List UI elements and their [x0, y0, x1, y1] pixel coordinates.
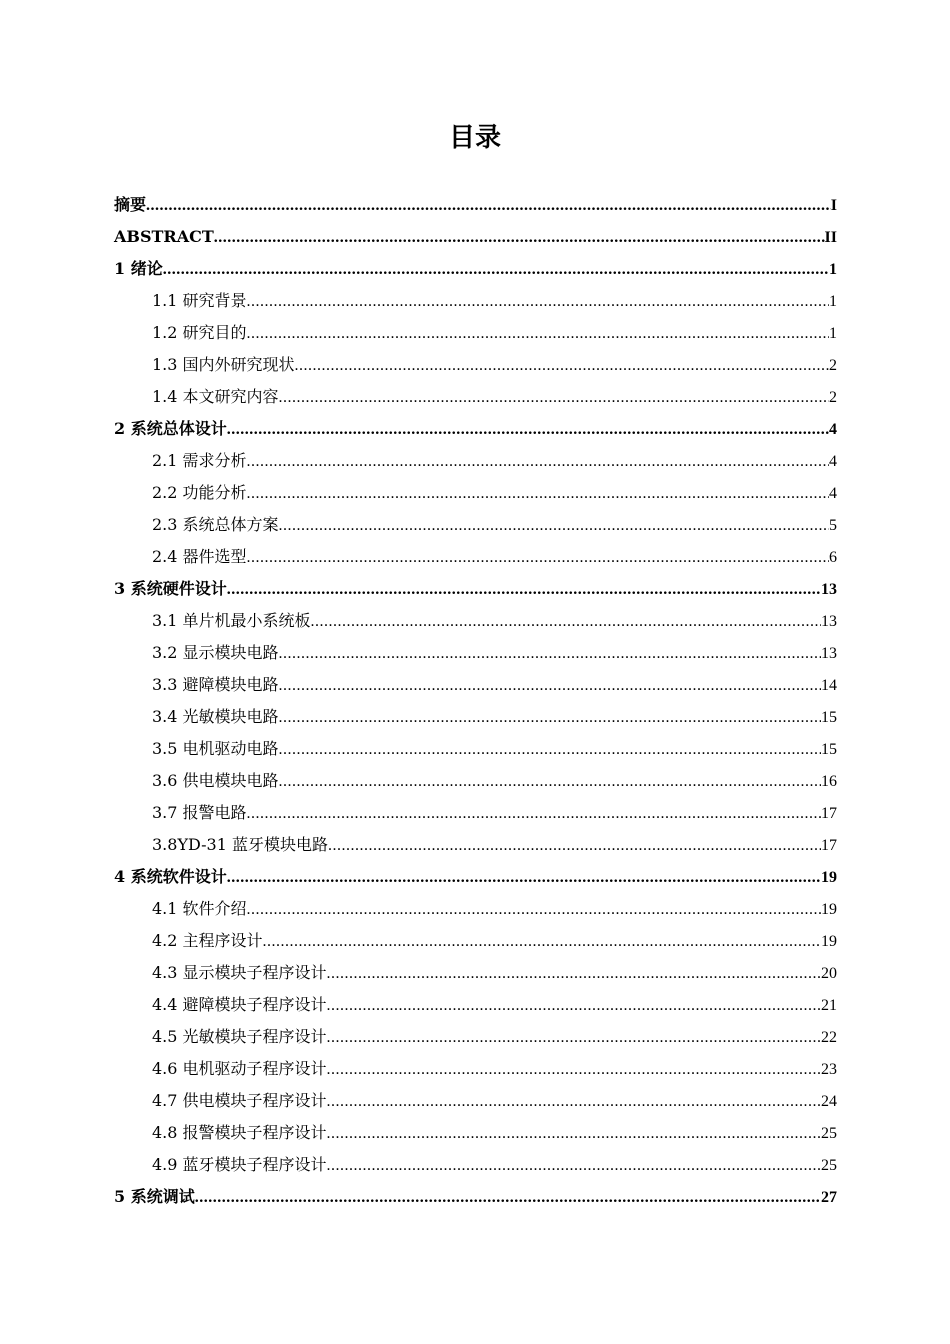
toc-dot-leader — [163, 254, 829, 286]
toc-entry[interactable] — [114, 317, 837, 349]
toc-entry-label: 1 绪论 — [114, 259, 163, 278]
toc-page-number: 13 — [821, 613, 837, 630]
toc-dot-leader — [279, 766, 821, 798]
toc-entry[interactable] — [114, 733, 837, 765]
toc-dot-leader — [328, 830, 821, 862]
toc-entry[interactable] — [114, 413, 837, 445]
toc-title: 目录 — [448, 123, 501, 153]
toc-dot-leader — [327, 990, 821, 1022]
toc-entry[interactable] — [114, 349, 837, 381]
toc-page-number: 27 — [821, 1189, 837, 1206]
toc-page-number: 20 — [821, 965, 837, 982]
toc-dot-leader — [227, 862, 821, 894]
toc-entry-label: 3.1 单片机最小系统板 — [152, 611, 311, 630]
toc-entry[interactable] — [114, 381, 837, 413]
toc-entry-label: 3.6 供电模块电路 — [152, 771, 279, 790]
toc-entry[interactable] — [114, 189, 837, 221]
toc-dot-leader — [279, 638, 821, 670]
toc-entry-label: 3.7 报警电路 — [152, 803, 247, 822]
toc-dot-leader — [311, 606, 821, 638]
toc-entry[interactable] — [114, 637, 837, 669]
toc-entry-label: 2.3 系统总体方案 — [152, 515, 279, 534]
toc-page-number: 1 — [829, 261, 837, 278]
toc-entry-label: 3.3 避障模块电路 — [152, 675, 279, 694]
toc-page-number: 19 — [821, 901, 837, 918]
toc-entry[interactable] — [114, 477, 837, 509]
toc-entry-label: 2.2 功能分析 — [152, 483, 247, 502]
toc-page-number: 25 — [821, 1125, 837, 1142]
toc-entry[interactable] — [114, 957, 837, 989]
toc-page-number: 24 — [821, 1093, 837, 1110]
toc-entry-label: 4 系统软件设计 — [114, 867, 227, 886]
toc-entry-label: 1.3 国内外研究现状 — [152, 355, 295, 374]
toc-dot-leader — [279, 670, 821, 702]
toc-entry[interactable] — [114, 1149, 837, 1181]
toc-dot-leader — [247, 446, 829, 478]
toc-page-number: 2 — [829, 389, 837, 406]
toc-dot-leader — [247, 318, 829, 350]
toc-dot-leader — [247, 478, 829, 510]
toc-entry-label: 4.3 显示模块子程序设计 — [152, 963, 327, 982]
toc-entry[interactable] — [114, 1117, 837, 1149]
toc-entry-label: 3.2 显示模块电路 — [152, 643, 279, 662]
toc-entry[interactable] — [114, 669, 837, 701]
toc-page-number: 15 — [821, 709, 837, 726]
toc-dot-leader — [327, 1022, 821, 1054]
toc-entry-label: ABSTRACT — [114, 227, 214, 246]
toc-page-number: 22 — [821, 1029, 837, 1046]
toc-dot-leader — [146, 190, 831, 222]
toc-entry-label: 4.8 报警模块子程序设计 — [152, 1123, 327, 1142]
toc-entry[interactable] — [114, 1021, 837, 1053]
toc-entry-label: 3 系统硬件设计 — [114, 579, 227, 598]
toc-entry[interactable] — [114, 829, 837, 861]
toc-page-number: 17 — [821, 805, 837, 822]
toc-entry-label: 3.8YD-31 蓝牙模块电路 — [152, 835, 328, 854]
toc-entry[interactable] — [114, 445, 837, 477]
toc-entry[interactable] — [114, 701, 837, 733]
toc-page-number: 1 — [829, 325, 837, 342]
toc-dot-leader — [327, 1086, 821, 1118]
toc-entry[interactable] — [114, 925, 837, 957]
toc-dot-leader — [279, 734, 821, 766]
toc-dot-leader — [227, 574, 821, 606]
toc-entry-label: 4.4 避障模块子程序设计 — [152, 995, 327, 1014]
toc-entry-label: 4.5 光敏模块子程序设计 — [152, 1027, 327, 1046]
toc-page-number: 19 — [821, 933, 837, 950]
toc-dot-leader — [327, 1150, 821, 1182]
toc-page-number: 16 — [821, 773, 837, 790]
toc-entry[interactable] — [114, 1053, 837, 1085]
toc-dot-leader — [327, 1118, 821, 1150]
toc-dot-leader — [247, 798, 821, 830]
toc-page-number: 19 — [821, 869, 837, 886]
toc-entry[interactable] — [114, 285, 837, 317]
toc-dot-leader — [327, 1054, 821, 1086]
toc-entry[interactable] — [114, 605, 837, 637]
toc-entry[interactable] — [114, 893, 837, 925]
toc-entry-label: 3.5 电机驱动电路 — [152, 739, 279, 758]
toc-page-number: 1 — [829, 293, 837, 310]
toc-entry[interactable] — [114, 509, 837, 541]
toc-entry[interactable] — [114, 861, 837, 893]
toc-entry[interactable] — [114, 989, 837, 1021]
toc-page-number: 15 — [821, 741, 837, 758]
toc-dot-leader — [263, 926, 821, 958]
toc-entry-label: 4.7 供电模块子程序设计 — [152, 1091, 327, 1110]
toc-dot-leader — [295, 350, 829, 382]
toc-entry[interactable] — [114, 1181, 837, 1213]
toc-dot-leader — [279, 510, 829, 542]
toc-dot-leader — [279, 702, 821, 734]
toc-entry-label: 4.2 主程序设计 — [152, 931, 263, 950]
toc-page-number: 21 — [821, 997, 837, 1014]
toc-page-number: I — [830, 197, 837, 214]
toc-entry-label: 3.4 光敏模块电路 — [152, 707, 279, 726]
toc-dot-leader — [247, 894, 821, 926]
toc-page-number: 17 — [821, 837, 837, 854]
toc-page-number: 23 — [821, 1061, 837, 1078]
toc-entry-label: 5 系统调试 — [114, 1187, 195, 1206]
toc-page-number: 13 — [821, 645, 837, 662]
toc-entry-label: 1.1 研究背景 — [152, 291, 247, 310]
toc-dot-leader — [327, 958, 821, 990]
toc-entry[interactable] — [114, 541, 837, 573]
toc-entry-label: 1.2 研究目的 — [152, 323, 247, 342]
toc-dot-leader — [195, 1182, 821, 1214]
toc-entry-label: 4.1 软件介绍 — [152, 899, 247, 918]
toc-dot-leader — [227, 414, 829, 446]
toc-entry[interactable] — [114, 253, 837, 285]
toc-page-number: 25 — [821, 1157, 837, 1174]
toc-page-number: 4 — [829, 485, 837, 502]
toc-entry-label: 2.1 需求分析 — [152, 451, 247, 470]
toc-entry-label: 摘要 — [114, 195, 147, 214]
toc-entry-label: 2 系统总体设计 — [114, 419, 227, 438]
toc-page-number: 13 — [821, 581, 837, 598]
toc-page-number: 2 — [829, 357, 837, 374]
toc-entry-label: 4.6 电机驱动子程序设计 — [152, 1059, 327, 1078]
toc-page-number: 5 — [829, 517, 837, 534]
toc-entry[interactable] — [114, 765, 837, 797]
toc-entry-label: 2.4 器件选型 — [152, 547, 247, 566]
toc-entry-label: 4.9 蓝牙模块子程序设计 — [152, 1155, 327, 1174]
toc-dot-leader — [247, 286, 829, 318]
toc-page-number: II — [824, 229, 837, 246]
toc-entry[interactable] — [114, 573, 837, 605]
toc-dot-leader — [279, 382, 829, 414]
table-of-contents — [114, 189, 837, 1213]
toc-dot-leader — [247, 542, 829, 574]
toc-page-number: 4 — [829, 421, 837, 438]
toc-page-number: 6 — [829, 549, 837, 566]
toc-entry[interactable] — [114, 1085, 837, 1117]
toc-entry[interactable] — [114, 221, 837, 253]
toc-page-number: 14 — [821, 677, 837, 694]
toc-entry[interactable] — [114, 797, 837, 829]
toc-entry-label: 1.4 本文研究内容 — [152, 387, 279, 406]
toc-page-number: 4 — [829, 453, 837, 470]
toc-dot-leader — [214, 222, 825, 254]
